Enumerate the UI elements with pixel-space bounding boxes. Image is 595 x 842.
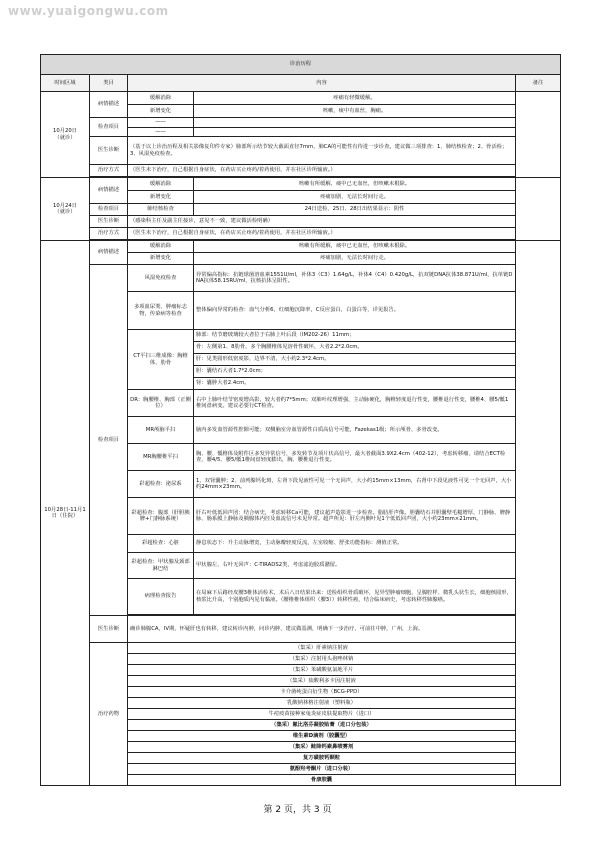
diagnosis-text: 确诊肺腺CA，IV期，怀疑肝也有转移，建议转诊内肿，问诊内肿，建议做基测，明确下一步治疗，可前往中肿，广州，上海。 — [128, 616, 516, 643]
exam-placeholder: —— — [128, 127, 194, 137]
drug-item: 复方磺胺钙颗粒 — [128, 753, 516, 764]
exam-name: 彩超检查：腹部（肝胆胰脾+门静脉系统） — [128, 498, 194, 535]
new-label: 新增变化 — [128, 253, 194, 265]
category-treatment: 治疗方式 — [90, 228, 128, 240]
drug-item: （集采）苯磺酸氨氯地平片 — [128, 665, 516, 676]
exam-name: 多项血尿粪、肿瘤标志物，传染病等检查 — [128, 292, 194, 330]
relief-label: 缓解消除 — [128, 241, 194, 253]
new-text: 疼痛加剧，无法长时间行走。 — [194, 253, 516, 265]
exam-name: MR颅脑平扫 — [128, 417, 194, 444]
drug-item: （集采）注射用头孢唑林钠 — [128, 654, 516, 665]
category-treatment: 治疗方式 — [90, 165, 128, 177]
treatment-text: （医生未下治疗，自己根据自身症状，在药店买止疼药/着药使用，并在社区诊所输液。） — [128, 165, 516, 177]
category-condition: 病情描述 — [90, 241, 128, 265]
period-oct20: 10月20日 （就诊） — [41, 92, 90, 178]
category-exam: 检查项目 — [90, 118, 128, 137]
drug-item: 牛痘疫苗接种家兔炎症皮肤提取物片（进口） — [128, 709, 516, 720]
exam-result: 甲状腺左、右叶无回声：C-TIRADS2类，考虑滤泡胶质潴留。 — [194, 553, 516, 579]
diagnosis-text: （基于以上诊治历程及相关影像复印件专家）肺部所示结节较大截面直径7mm，肺CA的可能性有待进一步诊查。建议做三项排查：1、肺结核检查；2、骨活检；3、风湿免疫检查。 — [128, 137, 516, 165]
remark-cell — [516, 241, 561, 786]
category-diagnosis: 医生诊断 — [90, 216, 128, 228]
drug-item: 氨酚羟考酮片（进口分装） — [128, 764, 516, 775]
category-diagnosis: 医生诊断 — [90, 616, 128, 643]
exam-name-ct: CT平扫三维成像：胸椎体、肋骨 — [128, 330, 194, 390]
exam-tb-text: 24日送检，25日、28日出结果显示：阴性 — [194, 204, 516, 216]
drug-item: （集采）鲑降钙素鼻喷雾剂 — [128, 742, 516, 753]
exam-empty — [194, 127, 516, 137]
exam-name: DR：胸腰椎、胸部（正侧位） — [128, 390, 194, 417]
header-category: 类目 — [90, 75, 128, 92]
relief-text: 咳嗽有所缓解，痰中已无血丝，但咳嗽未根除。 — [194, 241, 516, 253]
relief-text: 咳嗽有所缓解，痰中已无血丝，但咳嗽未根除。 — [194, 178, 516, 191]
relief-label: 缓解消除 — [128, 178, 194, 191]
table-title: 诊治历程 — [41, 55, 561, 75]
exam-name: 彩超检查：泌尿系 — [128, 471, 194, 498]
category-condition: 病情描述 — [90, 92, 128, 118]
exam-result: 1、双肾囊肿；2、前列腺钙化斑，左肾下段见液性可见一个无回声，大小约15mm×13mm，右肾中下段见液性可见一个无回声，大小约24mm×23mm。 — [194, 471, 516, 498]
exam-result: 异常偏高指标：抗链球菌溶血素1551U/ml，补体3（C3）1.64g/L，补体4（C4）0.420g/L，抗双链DNA抗体38.871U/ml，抗单链DNA抗体58.15RU/ml，抗核抗体呈阳性。 — [194, 265, 516, 292]
treatment-history-table — [40, 54, 561, 786]
new-label: 新增变化 — [128, 191, 194, 204]
header-remark: 备注 — [516, 75, 561, 92]
relief-text: 疼痛有轻微缓解。 — [194, 92, 516, 105]
watermark: www.yuaigongwu.com — [8, 4, 169, 18]
new-label: 新增变化 — [128, 105, 194, 118]
new-text: 咳嗽，痰中有血丝，胸痛。 — [194, 105, 516, 118]
remark-cell — [516, 92, 561, 178]
drug-item: 维生素D滴剂（胶囊型） — [128, 731, 516, 742]
period-oct24: 10月24日 （就诊） — [41, 178, 90, 241]
drug-item: （集采）盐酸利多卡因注射液 — [128, 676, 516, 687]
exam-result: 在局麻下后路经皮腰3椎体活检术，术后八日结果出来：送检组织骨质破坏，见异型肿瘤细胞，呈腺腔样、微乳头状生长，细胞核圆形，核浆比升高，个别胞质内见有黏液。（腰椎椎体组织（腰3））转移性癌，结合临床病史，考虑转移性肺腺癌。 — [194, 579, 516, 615]
exam-name: 病理检查报告 — [128, 579, 194, 615]
page-footer: 第 2 页，共 3 页 — [263, 805, 332, 815]
header-period: 时间区域 — [41, 75, 90, 92]
category-drugs: 治疗药物 — [90, 643, 128, 786]
new-text: 疼痛加剧，无法长时间行走。 — [194, 191, 516, 204]
drug-item: 乳酸钠林格注射液（塑料瓶） — [128, 698, 516, 709]
exam-name: 彩超检查：甲状腺及颈部淋巴结 — [128, 553, 194, 579]
exam-empty — [194, 118, 516, 128]
drug-item: （集采）肝素钠注射液 — [128, 643, 516, 654]
treatment-text: （医生未下治疗，自己根据自身症状，在药店买止疼药/着药使用，并在社区诊所输液。） — [128, 228, 516, 240]
remark-cell — [516, 178, 561, 241]
exam-result: 静息状态下：升主动脉增宽，主动脉瓣轻度反流，左室收缩、舒张功能指标：测值正常。 — [194, 535, 516, 553]
drug-item: （集采）氟比洛芬凝胶贴膏（进口分包装） — [128, 720, 516, 731]
exam-tb-label: 肺结核检查 — [128, 204, 194, 216]
diagnosis-text: （感染科主任及副主任接诊，意见不一致，建议做活检明确） — [128, 216, 516, 228]
category-exam: 检查项目 — [90, 265, 128, 616]
drug-item: 骨康胶囊 — [128, 775, 516, 786]
ct-line: 肺部：结节磨玻璃较大者位于右肺上叶后段（IM202-26）11mm； — [194, 330, 516, 342]
category-exam: 检查项目 — [90, 204, 128, 216]
ct-line: 骨：左侧第1、8肋骨，多个胸腰椎体见溶骨性破坏，大者2.2*2.0cm。 — [194, 342, 516, 354]
ct-line: 肾：囊肿大者2.4cm。 — [194, 378, 516, 390]
drug-item: 卡介菌纯蛋白衍生物（BCG-PPD） — [128, 687, 516, 698]
exam-name: 彩超检查：心脏 — [128, 535, 194, 553]
header-content: 内容 — [128, 75, 516, 92]
period-oct28-nov1: 10月28日-11月1日（住院） — [41, 241, 90, 786]
exam-result: 右中上肺叶结节密度增高影，较大者约7*5mm；双肺叶纹理增强，主动脉硬化，胸椎轻度退行性变，腰椎退行性变，腰椎4、腰5/骶1椎间盘病变。建议必要行CT检查。 — [194, 390, 516, 417]
relief-label: 缓解消除 — [128, 92, 194, 105]
ct-line: 胆：囊结石大者1.7*2.0cm； — [194, 366, 516, 378]
ct-line: 肝：见类圆形低密度影，边界不清，大小约2.3*2.4cm。 — [194, 354, 516, 366]
exam-result: 胸、腰、骶椎体及附件区多发异常信号，多发转节及项片状高信号，最大者截面3.9X2.4cm（402-12），考虑转移瘤，请结合ECT检查，腰4/5、腰5/骶1椎间盘轻度膨出，胸、腰椎退行性变。 — [194, 444, 516, 471]
category-diagnosis: 医生诊断 — [90, 137, 128, 165]
exam-name: 风湿免疫检查 — [128, 265, 194, 292]
exam-result: 脑内多发血管源性腔隙可能；双侧脑室旁血管源性白质高信号可能，Fazekas1级；所示颅骨、多骨改变。 — [194, 417, 516, 444]
exam-name: MR胸腰椎平扫 — [128, 444, 194, 471]
exam-result: 整体偏向异常的检查：血气分析6，红细胞沉降率，C反应蛋白，白蛋白等，详见报告。 — [194, 292, 516, 330]
category-condition: 病情描述 — [90, 178, 128, 204]
exam-placeholder: —— — [128, 118, 194, 128]
exam-result: 肝右叶低低回声团：结合病史，考虑转移Ca可能，建议超声造影进一步检查。脂肪肝声像。胆囊结石并胆囊壁毛糙增厚，门静脉、脾静脉、肠系膜上静脉及胰腺体内径及血流信号未见异常。超声所见：肝左内侧叶见1个低低回声团，大小约23mm×21mm。 — [194, 498, 516, 535]
